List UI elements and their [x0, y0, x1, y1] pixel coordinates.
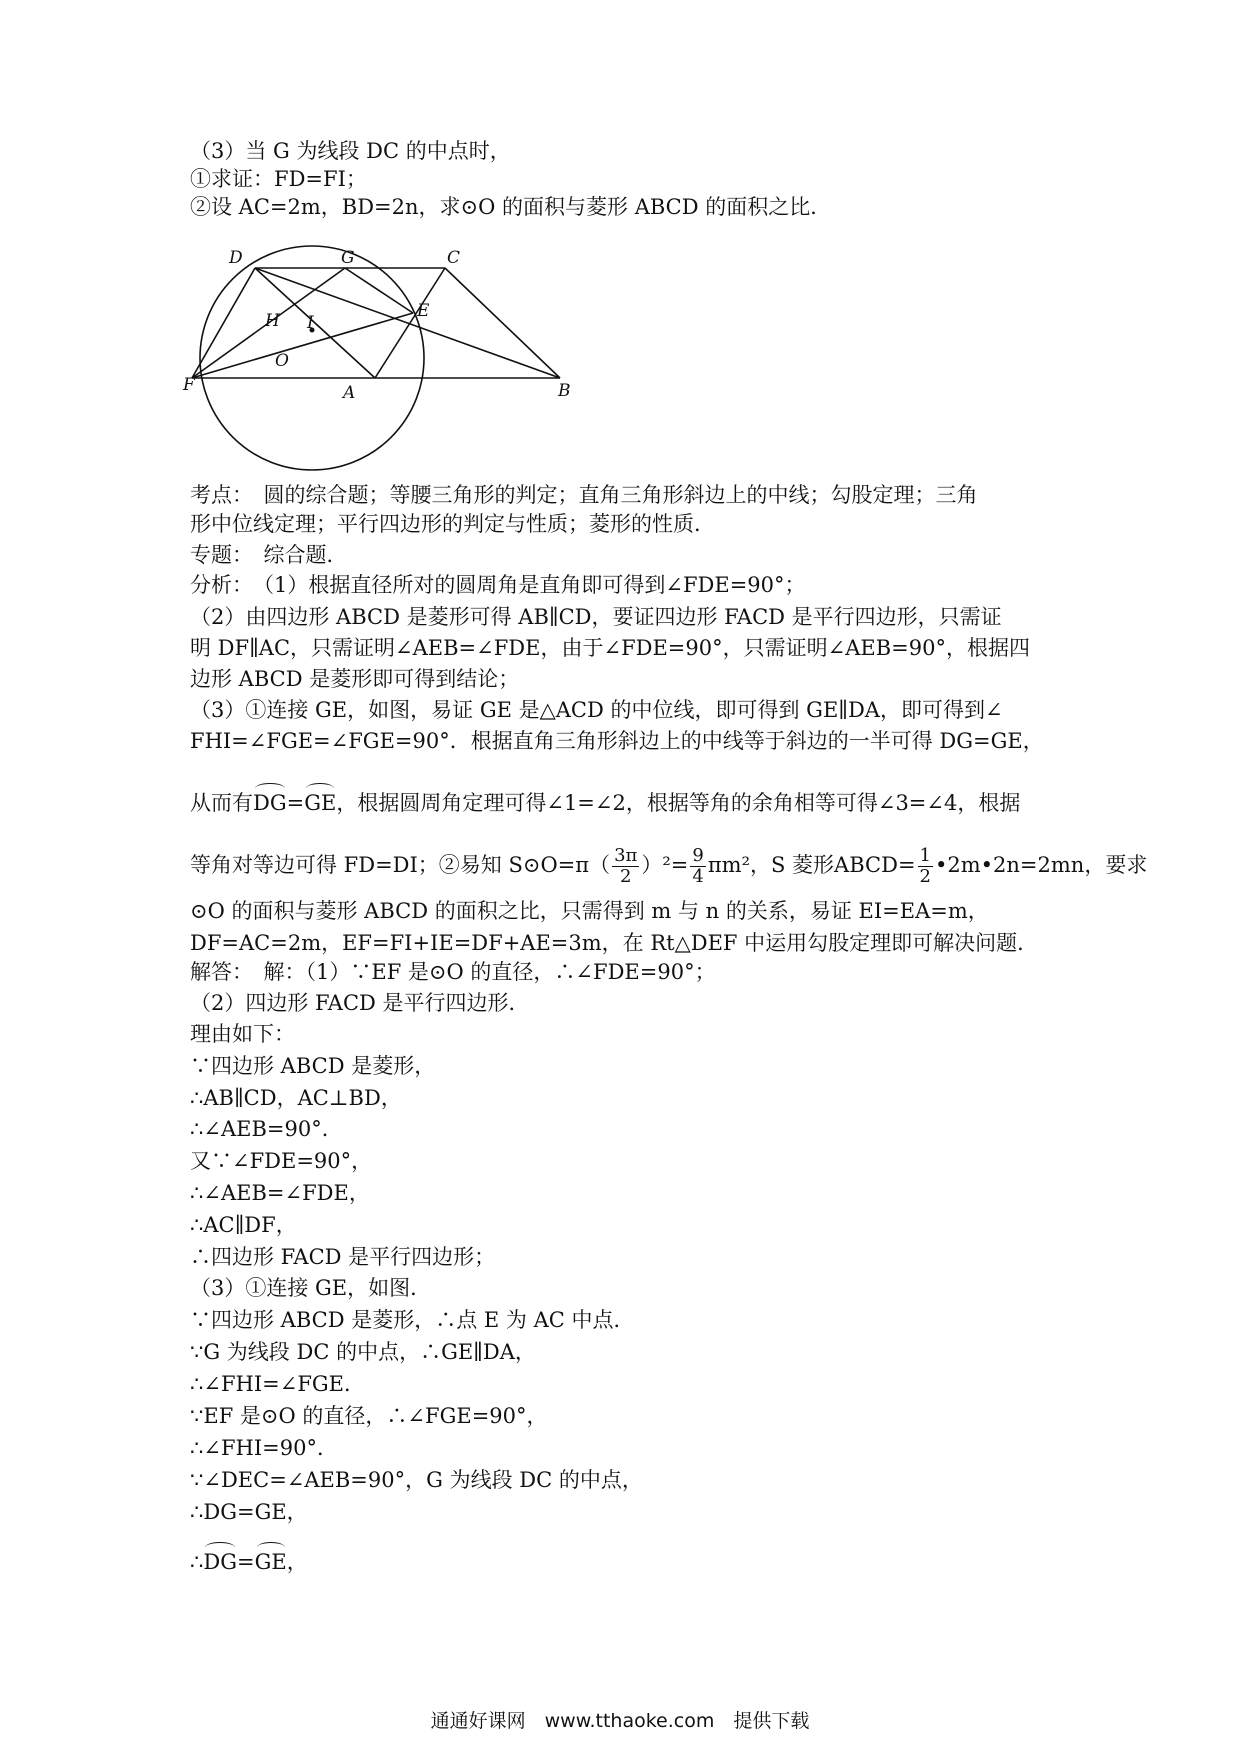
- fenxi-line-10: DF=AC=2m，EF=FI+IE=DF+AE=3m，在 Rt△DEF 中运用勾股定理即可解决问题．: [190, 931, 1039, 955]
- circle-o: [200, 246, 424, 470]
- geometry-figure: [185, 248, 605, 473]
- q3-intro: （3）当 G 为线段 DC 的中点时，: [190, 139, 511, 163]
- fenxi-line-5: （3）①连接 GE，如图，易证 GE 是△ACD 的中位线，即可得到 GE∥DA，即可得到∠: [190, 698, 1003, 722]
- arc-ge: GE: [304, 791, 337, 815]
- jieda-line: ∵四边形 ABCD 是菱形，: [190, 1054, 436, 1078]
- jieda-line: ∴∠FHI=90°．: [190, 1436, 338, 1460]
- jieda-line: ∴四边形 FACD 是平行四边形；: [190, 1245, 496, 1269]
- footer-credit: 通通好课网 www.tthaoke.com 提供下载: [430, 1710, 810, 1732]
- jieda-line: ∴∠AEB=90°．: [190, 1117, 343, 1141]
- label-d: D: [229, 248, 243, 268]
- jieda-line: （3）①连接 GE，如图．: [190, 1276, 432, 1300]
- jieda-line: ∵四边形 ABCD 是菱形，∴点 E 为 AC 中点．: [190, 1308, 635, 1332]
- jieda-line: ∵∠DEC=∠AEB=90°，G 为线段 DC 的中点，: [190, 1468, 643, 1492]
- jieda-line: 理由如下：: [190, 1022, 295, 1046]
- arc-dg: DG: [203, 1550, 237, 1574]
- jieda-line: ∴AC∥DF，: [190, 1213, 297, 1237]
- fenxi-line-4: 边形 ABCD 是菱形即可得到结论；: [190, 667, 520, 691]
- jieda-line: 解答： 解：（1）∵EF 是⊙O 的直径，∴∠FDE=90°；: [190, 960, 716, 984]
- jieda-last-line: ∴DG=GE，: [190, 1550, 308, 1574]
- label-h: H: [265, 311, 280, 331]
- q3-part1: ①求证：FD=FI；: [190, 167, 367, 191]
- arc-dg: DG: [253, 791, 287, 815]
- jieda-line: （2）四边形 FACD 是平行四边形．: [190, 991, 530, 1015]
- label-a: A: [343, 383, 356, 403]
- label-g: G: [341, 248, 355, 268]
- fenxi-line-3: 明 DF∥AC，只需证明∠AEB=∠FDE，由于∠FDE=90°，只需证明∠AEB=90°，根据四: [190, 636, 1030, 660]
- jieda-line: ∵G 为线段 DC 的中点，∴GE∥DA，: [190, 1340, 536, 1364]
- label-b: B: [558, 381, 571, 401]
- jieda-line: ∵EF 是⊙O 的直径，∴∠FGE=90°，: [190, 1404, 548, 1428]
- label-o: O: [275, 351, 289, 371]
- fraction-3pi-over-2: $\frac{3\pi}{2}$: [614, 845, 638, 887]
- zhuanti-line: 专题： 综合题．: [190, 543, 348, 567]
- fraction-1-over-2: $\frac{1}{2}$: [919, 845, 931, 887]
- q3-part2: ②设 AC=2m，BD=2n，求⊙O 的面积与菱形 ABCD 的面积之比．: [190, 195, 832, 219]
- kaodian-line-1: 考点： 圆的综合题；等腰三角形的判定；直角三角形斜边上的中线；勾股定理；三角: [190, 483, 978, 507]
- label-i: I: [307, 313, 314, 333]
- jieda-line: ∴AB∥CD，AC⊥BD，: [190, 1086, 402, 1110]
- fenxi-line-9: ⊙O 的面积与菱形 ABCD 的面积之比，只需得到 m 与 n 的关系，易证 EI=EA=m，: [190, 899, 989, 923]
- fenxi-line-1: 分析： （1）根据直径所对的圆周角是直角即可得到∠FDE=90°；: [190, 573, 806, 597]
- fraction-9-over-4: $\frac{9}{4}$: [692, 845, 704, 887]
- fenxi-line-6: FHI=∠FGE=∠FGE=90°．根据直角三角形斜边上的中线等于斜边的一半可得 DG=GE，: [190, 729, 1044, 753]
- arc-ge: GE: [254, 1550, 287, 1574]
- jieda-line: 又∵∠FDE=90°，: [190, 1149, 373, 1173]
- label-f: F: [183, 375, 195, 395]
- label-e: E: [417, 301, 430, 321]
- label-c: C: [447, 248, 461, 268]
- jieda-line: ∴∠FHI=∠FGE．: [190, 1372, 366, 1396]
- kaodian-line-2: 形中位线定理；平行四边形的判定与性质；菱形的性质．: [190, 512, 715, 536]
- jieda-line: ∴DG=GE，: [190, 1500, 308, 1524]
- fenxi-line-2: （2）由四边形 ABCD 是菱形可得 AB∥CD，要证四边形 FACD 是平行四边形，只需证: [190, 605, 1002, 629]
- fenxi-line-8: 等角对等边可得 FD=DI；②易知 S⊙O=π（ $\frac{3\pi}{2}$ ）²= $\frac{9}{4}$ πm²，S 菱形ABCD= $\frac{1}{2}$ •2m•2n=2mn，要求: [190, 845, 1148, 887]
- fenxi-line-7: 从而有DG=GE，根据圆周角定理可得∠1=∠2，根据等角的余角相等可得∠3=∠4，根据: [190, 791, 1021, 815]
- jieda-line: ∴∠AEB=∠FDE，: [190, 1181, 370, 1205]
